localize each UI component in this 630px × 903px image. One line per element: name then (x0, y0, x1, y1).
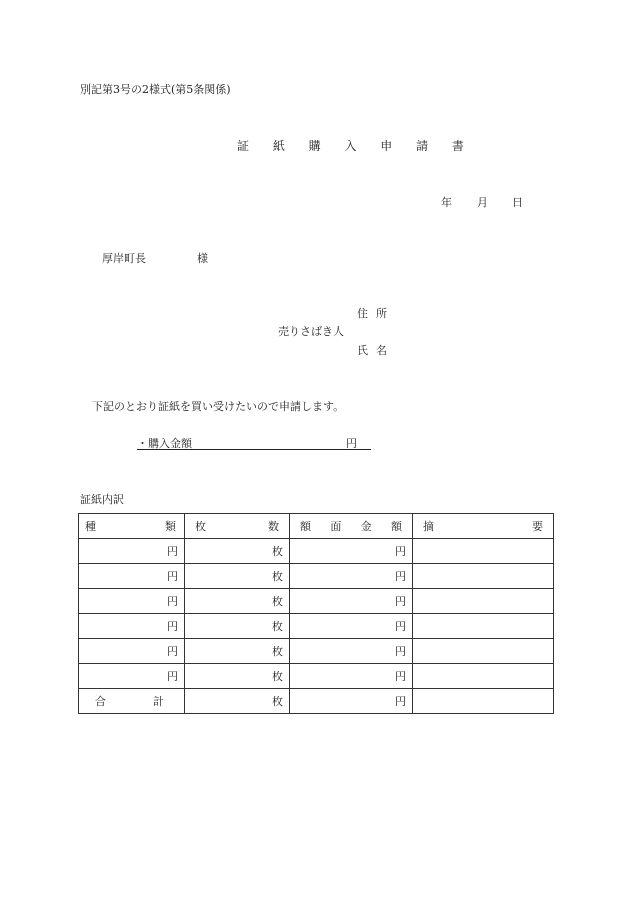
stamp-breakdown-table (78, 513, 554, 714)
face-amount-cell[interactable]: 円 (290, 639, 413, 664)
table-row (79, 564, 554, 589)
breakdown-title: 証紙内訳 (80, 493, 124, 506)
form-reference: 別記第3号の2様式(第5条関係) (80, 83, 231, 96)
total-label-cell (79, 689, 185, 714)
header-count-char: 枚 (195, 520, 206, 533)
notes-cell[interactable] (413, 564, 554, 589)
notes-cell[interactable] (413, 589, 554, 614)
document-title: 証 紙 購 入 申 請 書 (237, 139, 474, 153)
header-face-amount (290, 514, 413, 539)
count-cell[interactable]: 枚 (185, 664, 290, 689)
count-cell[interactable]: 枚 (185, 539, 290, 564)
header-face-char: 金 (360, 520, 372, 533)
honorific: 様 (197, 252, 208, 265)
count-cell[interactable]: 枚 (185, 589, 290, 614)
face-amount-cell[interactable]: 円 (290, 664, 413, 689)
addressee: 厚岸町長 (102, 252, 146, 265)
total-label-char: 計 (153, 695, 164, 708)
header-type-char: 類 (165, 520, 176, 533)
table-row (79, 539, 554, 564)
header-count-char: 数 (268, 520, 279, 533)
name-label: 氏名 (357, 344, 395, 357)
notes-cell[interactable] (413, 639, 554, 664)
purchase-amount-field[interactable] (137, 435, 371, 450)
table-row (79, 614, 554, 639)
header-face-char: 面 (330, 520, 342, 533)
table-row (79, 664, 554, 689)
type-cell[interactable]: 円 (79, 664, 185, 689)
face-amount-cell[interactable]: 円 (290, 539, 413, 564)
address-label: 住所 (357, 307, 395, 320)
total-row (79, 689, 554, 714)
face-amount-cell[interactable]: 円 (290, 589, 413, 614)
request-text: 下記のとおり証紙を買い受けたいので申請します。 (92, 400, 345, 413)
table-row (79, 589, 554, 614)
face-amount-cell[interactable]: 円 (290, 564, 413, 589)
total-notes-cell[interactable] (413, 689, 554, 714)
face-amount-cell[interactable]: 円 (290, 614, 413, 639)
date-month-label: 月 (477, 196, 488, 209)
header-notes-char: 摘 (423, 520, 434, 533)
table-header-row (79, 514, 554, 539)
seller-label: 売りさばき人 (278, 325, 344, 338)
total-face-amount-cell[interactable]: 円 (290, 689, 413, 714)
header-notes (413, 514, 554, 539)
header-notes-char: 要 (532, 520, 543, 533)
type-cell[interactable]: 円 (79, 614, 185, 639)
date-day-label: 日 (512, 196, 523, 209)
count-cell[interactable]: 枚 (185, 639, 290, 664)
total-count-cell[interactable]: 枚 (185, 689, 290, 714)
type-cell[interactable]: 円 (79, 564, 185, 589)
purchase-amount-unit: 円 (346, 437, 357, 450)
table-row (79, 639, 554, 664)
count-cell[interactable]: 枚 (185, 564, 290, 589)
type-cell[interactable]: 円 (79, 539, 185, 564)
count-cell[interactable]: 枚 (185, 614, 290, 639)
header-count (185, 514, 290, 539)
header-type-char: 種 (85, 520, 96, 533)
notes-cell[interactable] (413, 664, 554, 689)
notes-cell[interactable] (413, 539, 554, 564)
purchase-amount-label: ・購入金額 (137, 437, 192, 450)
type-cell[interactable]: 円 (79, 639, 185, 664)
notes-cell[interactable] (413, 614, 554, 639)
type-cell[interactable]: 円 (79, 589, 185, 614)
header-type (79, 514, 185, 539)
header-face-char: 額 (390, 520, 402, 533)
header-face-char: 額 (300, 520, 311, 533)
date-year-label: 年 (441, 196, 452, 209)
total-label-char: 合 (95, 695, 106, 708)
